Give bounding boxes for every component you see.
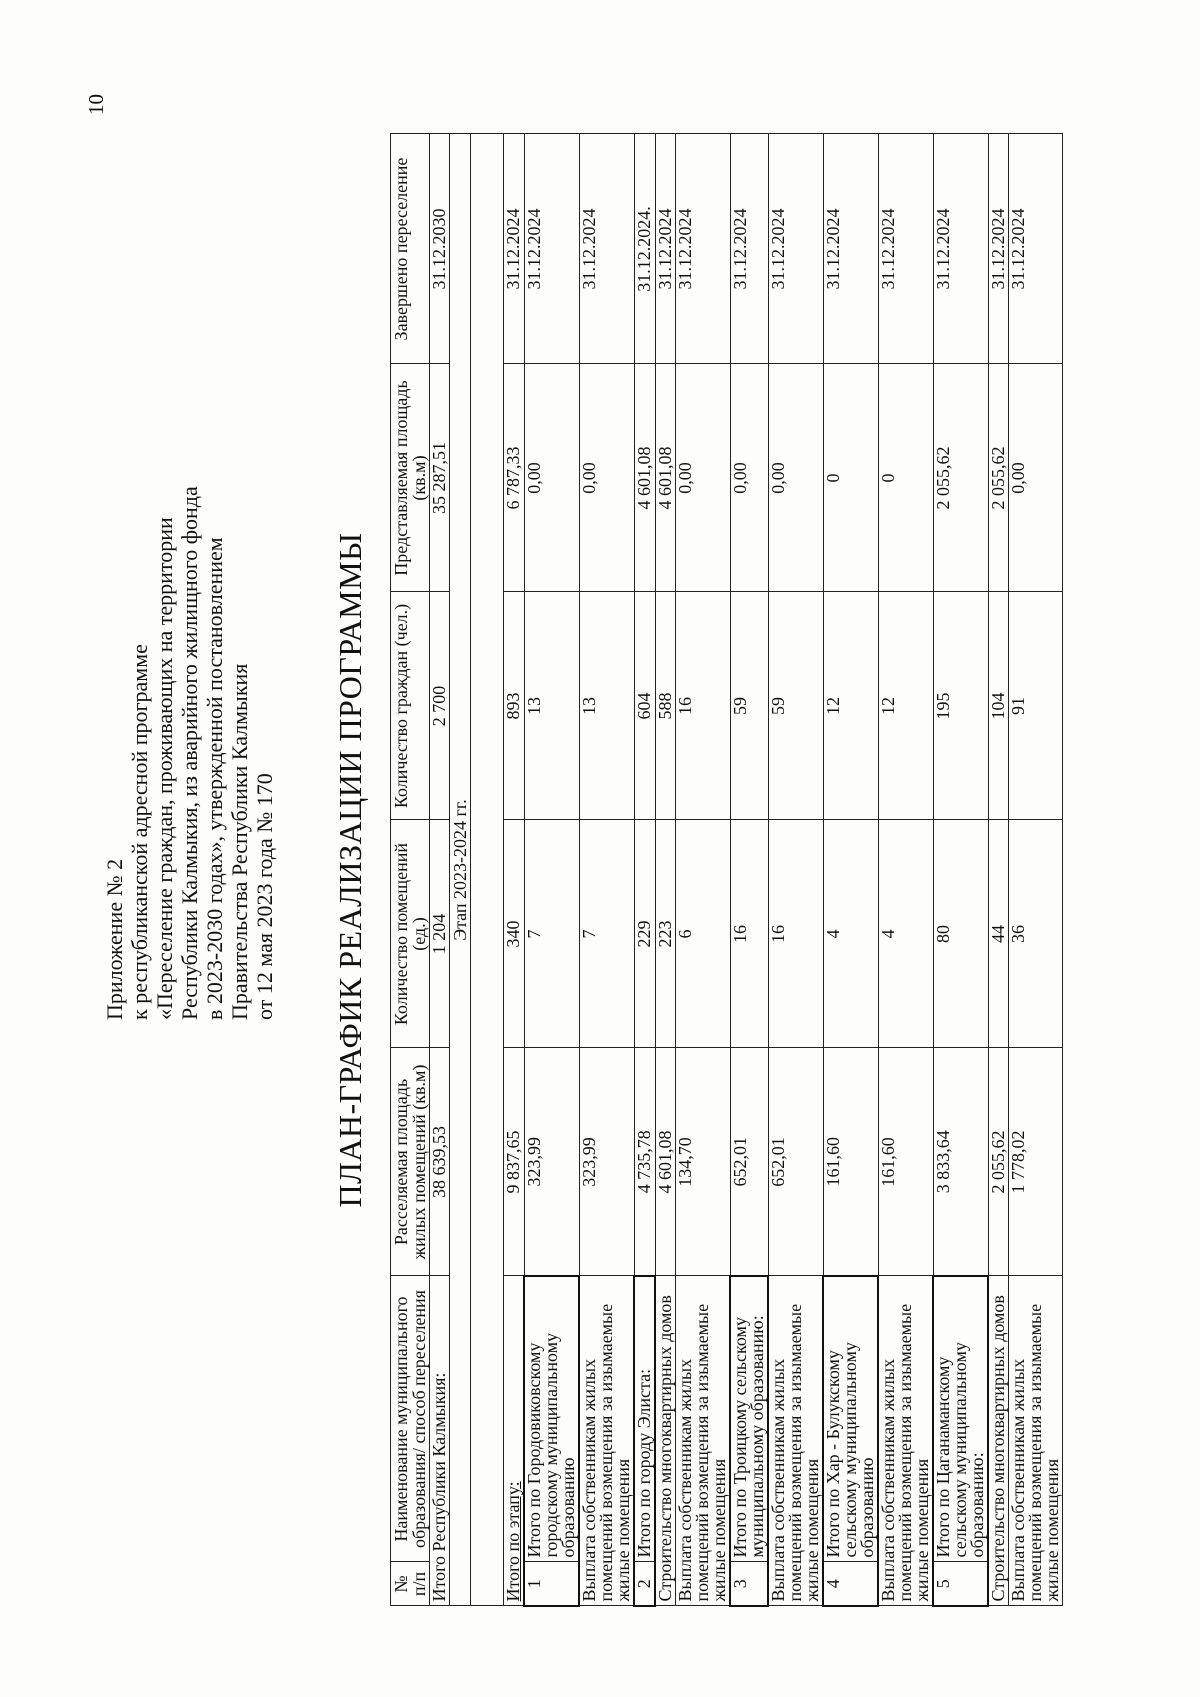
stage-total-people: 893 [504,592,525,820]
appendix-line: «Переселение граждан, проживающих на территории [152,517,177,1020]
header-done: Завершено переселение [391,134,430,364]
appendix-header [102,60,277,1020]
method-people: 16 [676,592,731,820]
table-row-total [430,134,450,1606]
method-name: Выплата собственникам жилых помещений возмещения за изымаемые жилые помещения [768,1276,823,1606]
group-num: 4 [823,1562,878,1606]
method-people: 104 [988,592,1009,820]
table-row-group [634,134,655,1606]
method-provided: 0,00 [676,364,731,592]
group-area: 4 735,78 [634,1048,655,1276]
method-name: Выплата собственникам жилых помещений возмещения за изымаемые жилые помещения [878,1276,933,1606]
group-provided: 0 [823,364,878,592]
method-people: 12 [878,592,933,820]
stage-total-area: 9 837,65 [504,1048,525,1276]
group-area: 3 833,64 [933,1048,988,1276]
group-people: 59 [730,592,768,820]
total-done: 31.12.2030 [430,134,450,364]
method-name: Строительство многоквартирных домов [988,1276,1009,1606]
method-rooms: 16 [768,820,823,1048]
group-num: 5 [933,1562,988,1606]
table-row-group [933,134,988,1606]
group-name: Итого по Хар - Булукскому сельскому муниципальному образованию [823,1276,878,1562]
table-row-group [524,134,579,1606]
method-area: 161,60 [878,1048,933,1276]
appendix-line: от 12 мая 2023 года № 170 [252,773,277,1020]
table-row-group [823,134,878,1606]
method-done: 31.12.2024 [676,134,731,364]
table-row-method [676,134,731,1606]
method-area: 652,01 [768,1048,823,1276]
group-done: 31.12.2024 [933,134,988,364]
group-done: 31.12.2024 [524,134,579,364]
table-row-spacer [471,134,504,1606]
total-rooms: 1 204 [430,820,450,1048]
group-people: 604 [634,592,655,820]
group-rooms: 7 [524,820,579,1048]
method-provided: 0,00 [1009,364,1063,592]
method-name: Выплата собственникам жилых помещений возмещения за изымаемые жилые помещения [1009,1276,1063,1606]
table-row-method [655,134,676,1606]
method-rooms: 223 [655,820,676,1048]
method-area: 4 601,08 [655,1048,676,1276]
appendix-line: в 2023-2030 годах», утвержденной постановлением [202,537,227,1020]
method-rooms: 44 [988,820,1009,1048]
appendix-line: Правительства Республики Калмыкия [227,663,252,1020]
group-num: 3 [730,1562,768,1606]
group-rooms: 4 [823,820,878,1048]
method-people: 588 [655,592,676,820]
stage-label: Этап 2023-2024 гг. [450,134,471,1606]
table-row-method [1009,134,1063,1606]
group-people: 13 [524,592,579,820]
total-area: 38 639,53 [430,1048,450,1276]
method-rooms: 4 [878,820,933,1048]
method-done: 31.12.2024 [988,134,1009,364]
group-rooms: 16 [730,820,768,1048]
method-rooms: 7 [579,820,634,1048]
group-name: Итого по Троицкому сельскому муниципальному образованию: [730,1276,768,1562]
method-name: Строительство многоквартирных домов [655,1276,676,1606]
group-done: 31.12.2024 [730,134,768,364]
plan-schedule-table [390,134,1063,1608]
method-provided: 0 [878,364,933,592]
appendix-line: к республиканской адресной программе [127,644,152,1020]
group-provided: 0,00 [524,364,579,592]
group-name: Итого по городу Элиста: [634,1276,655,1562]
group-done: 31.12.2024 [823,134,878,364]
method-done: 31.12.2024 [768,134,823,364]
group-num: 2 [634,1562,655,1606]
method-done: 31.12.2024 [878,134,933,364]
group-area: 161,60 [823,1048,878,1276]
method-provided: 0,00 [768,364,823,592]
group-provided: 0,00 [730,364,768,592]
group-name: Итого по Городовиковскому городскому муниципальному образованию [524,1276,579,1562]
document-title: ПЛАН-ГРАФИК РЕАЛИЗАЦИИ ПРОГРАММЫ [332,532,368,1208]
header-num: № п/п [391,1562,430,1606]
group-rooms: 80 [933,820,988,1048]
header-area: Расселяемая площадь жилых помещений (кв.м) [391,1048,430,1276]
method-people: 59 [768,592,823,820]
stage-total-done: 31.12.2024 [504,134,525,364]
stage-total-provided: 6 787,33 [504,364,525,592]
method-done: 31.12.2024 [1009,134,1063,364]
page-number: 10 [84,94,108,115]
appendix-line: Приложение № 2 [102,858,127,1020]
table-row-method [768,134,823,1606]
method-name: Выплата собственникам жилых помещений возмещения за изымаемые жилые помещения [676,1276,731,1606]
group-done: 31.12.2024. [634,134,655,364]
method-provided: 4 601,08 [655,364,676,592]
table-header-row [391,134,430,1606]
method-area: 1 778,02 [1009,1048,1063,1276]
method-rooms: 6 [676,820,731,1048]
group-name: Итого по Цаганаманскому сельскому муниципальному образованию: [933,1276,988,1562]
rotated-page-content [50,55,1190,1615]
method-rooms: 36 [1009,820,1063,1048]
method-done: 31.12.2024 [579,134,634,364]
method-area: 2 055,62 [988,1048,1009,1276]
stage-total-rooms: 340 [504,820,525,1048]
method-people: 13 [579,592,634,820]
total-provided: 35 287,51 [430,364,450,592]
table-row-method [988,134,1009,1606]
group-rooms: 229 [634,820,655,1048]
header-rooms: Количество помещений (ед.) [391,820,430,1048]
total-people: 2 700 [430,592,450,820]
table-row-method [878,134,933,1606]
table-row-stage [450,134,471,1606]
method-area: 323,99 [579,1048,634,1276]
method-provided: 2 055,62 [988,364,1009,592]
table-row-method [579,134,634,1606]
table-row-stage-total [504,134,525,1606]
group-provided: 4 601,08 [634,364,655,592]
method-area: 134,70 [676,1048,731,1276]
group-people: 195 [933,592,988,820]
method-done: 31.12.2024 [655,134,676,364]
method-people: 91 [1009,592,1063,820]
group-provided: 2 055,62 [933,364,988,592]
header-people: Количество граждан (чел.) [391,592,430,820]
appendix-line: Республики Калмыкия, из аварийного жилищного фонда [177,486,202,1020]
method-name: Выплата собственникам жилых помещений возмещения за изымаемые жилые помещения [579,1276,634,1606]
group-area: 652,01 [730,1048,768,1276]
stage-total-name: Итого по этапу: [504,1276,525,1606]
group-area: 323,99 [524,1048,579,1276]
group-num: 1 [524,1562,579,1606]
header-name: Наименование муниципального образования/ способ переселения [391,1276,430,1562]
group-people: 12 [823,592,878,820]
header-provided: Представляемая площадь (кв.м) [391,364,430,592]
table-row-group [730,134,768,1606]
method-provided: 0,00 [579,364,634,592]
total-name: Итого Республики Калмыкия: [430,1276,450,1606]
